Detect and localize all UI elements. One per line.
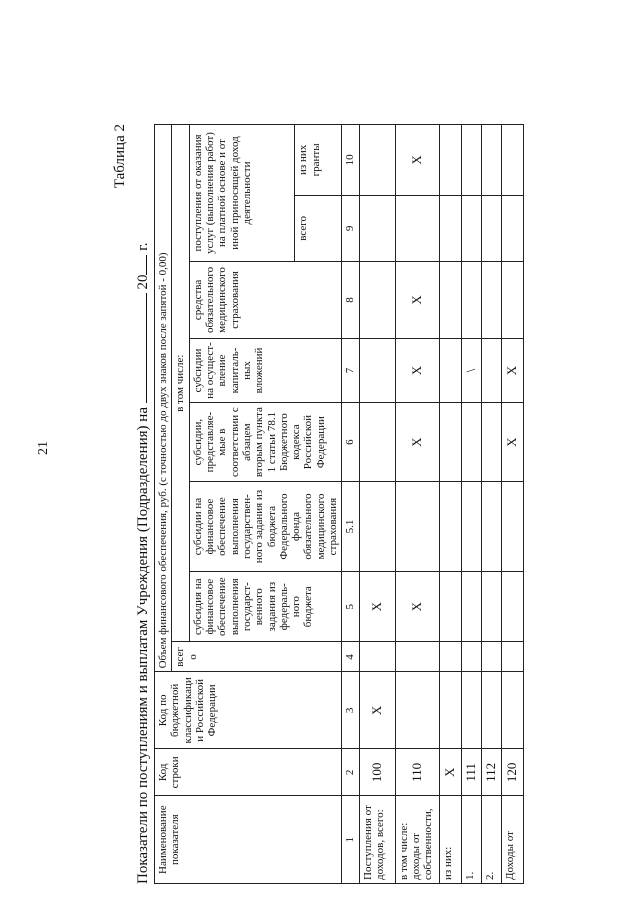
row-value-cell [359, 338, 395, 402]
row-value-cell [481, 195, 501, 261]
row-value-cell [501, 482, 523, 572]
row-value-cell: 110 [395, 749, 439, 796]
row-value-cell [461, 261, 481, 338]
row-value-cell [439, 571, 461, 642]
col-number: 8 [342, 261, 359, 338]
row-value-cell [395, 195, 439, 261]
data-rows [359, 125, 523, 884]
row-value-cell: X [395, 403, 439, 482]
row-name-cell: в том числе: доходы от собственности, [395, 796, 439, 884]
table-row [481, 125, 501, 884]
row-value-cell [439, 642, 461, 672]
row-value-cell [359, 482, 395, 572]
header-paid-total: всего [295, 195, 342, 261]
row-value-cell [439, 672, 461, 749]
header-oms: средства обязательного медицинского страхования [189, 261, 342, 338]
row-name-cell: Поступления от доходов, всего: [359, 796, 395, 884]
row-value-cell [461, 403, 481, 482]
header-total: всего [172, 642, 342, 672]
row-value-cell [481, 482, 501, 572]
row-name-cell: 1. [461, 796, 481, 884]
row-value-cell [501, 195, 523, 261]
row-value-cell: X [395, 125, 439, 196]
row-value-cell [395, 672, 439, 749]
year-prefix: 20 [135, 274, 151, 290]
row-value-cell [461, 571, 481, 642]
col-number: 6 [342, 403, 359, 482]
col-number: 10 [342, 125, 359, 196]
row-value-cell [359, 261, 395, 338]
header-kbk: Код по бюджетной классификации Российской Федерации [155, 672, 342, 749]
header-grants: из них гранты [295, 125, 342, 196]
col-number: 7 [342, 338, 359, 402]
row-value-cell [481, 642, 501, 672]
col-number: 5 [342, 571, 359, 642]
row-value-cell: X [501, 338, 523, 402]
row-value-cell [461, 195, 481, 261]
row-value-cell: X [359, 672, 395, 749]
row-value-cell: X [439, 749, 461, 796]
row-value-cell [359, 125, 395, 196]
row-value-cell [501, 672, 523, 749]
header-sub-ffoms: субсидии на финансовое обеспечение выполнения государствен-ного задания из бюджета Федерального фонда обязательного медицинского страхования [189, 482, 342, 572]
header-code: Код строки [155, 749, 342, 796]
row-value-cell [481, 672, 501, 749]
row-value-cell [439, 403, 461, 482]
col-number: 1 [342, 796, 359, 884]
row-value-cell [481, 125, 501, 196]
row-value-cell [461, 482, 481, 572]
table-row [461, 125, 481, 884]
row-value-cell: 111 [461, 749, 481, 796]
header-sub-781: субсидии, представляе-мые в соответствии с абзацем вторым пункта 1 статьи 78.1 Бюджетного кодекса Российской Федерации [189, 403, 342, 482]
rotated-page-content [112, 124, 622, 884]
year-blank [134, 255, 147, 275]
row-value-cell [481, 338, 501, 402]
col-number: 9 [342, 195, 359, 261]
row-value-cell [439, 482, 461, 572]
page-number: 21 [36, 441, 51, 455]
row-value-cell [359, 403, 395, 482]
row-name-cell: из них: [439, 796, 461, 884]
row-value-cell [461, 672, 481, 749]
row-name-cell: 2. [481, 796, 501, 884]
heading-text: Показатели по поступлениям и выплатам Учреждения (Подразделения) на [135, 407, 151, 884]
table-row [359, 125, 395, 884]
indicators-table [154, 124, 524, 884]
year-suffix: г. [135, 242, 151, 251]
column-numbers-row [342, 125, 359, 884]
row-value-cell: 120 [501, 749, 523, 796]
row-value-cell [461, 642, 481, 672]
table-label: Таблица 2 [112, 124, 128, 189]
table-row [501, 125, 523, 884]
header-paid: поступления от оказания услуг (выполнения работ) на платной основе и от иной приносящей доход деятельности [189, 125, 295, 262]
table-row [395, 125, 439, 884]
col-number: 5.1 [342, 482, 359, 572]
row-value-cell [501, 261, 523, 338]
row-value-cell [501, 125, 523, 196]
row-value-cell: 112 [481, 749, 501, 796]
row-value-cell: X [395, 338, 439, 402]
row-name-cell: Доходы от [501, 796, 523, 884]
header-in-that: в том числе: [172, 125, 189, 642]
header-name: Наименование показателя [155, 796, 342, 884]
col-number: 4 [342, 642, 359, 672]
row-value-cell [395, 482, 439, 572]
row-value-cell [481, 403, 501, 482]
row-value-cell [439, 125, 461, 196]
row-value-cell [439, 261, 461, 338]
row-value-cell: 100 [359, 749, 395, 796]
row-value-cell: X [359, 571, 395, 642]
header-volume: Объем финансового обеспечения, руб. (с точностью до двух знаков после запятой - 0,00) [155, 125, 172, 672]
table-row [439, 125, 461, 884]
header-sub-cap: субсидии на осущест-вление капиталь-ных вложений [189, 338, 342, 402]
row-value-cell [439, 338, 461, 402]
row-value-cell: X [395, 261, 439, 338]
row-value-cell [461, 125, 481, 196]
row-value-cell: X [501, 403, 523, 482]
date-blank [134, 293, 147, 403]
header-sub-fed: субсидия на финансовое обеспечение выполнения государст-венного задания из федераль-ного бюджета [189, 571, 342, 642]
row-value-cell [359, 642, 395, 672]
row-value-cell [359, 195, 395, 261]
row-value-cell [395, 642, 439, 672]
col-number: 3 [342, 672, 359, 749]
row-value-cell [501, 642, 523, 672]
col-number: 2 [342, 749, 359, 796]
row-value-cell [481, 571, 501, 642]
row-value-cell [501, 571, 523, 642]
row-value-cell [439, 195, 461, 261]
row-value-cell: \ [461, 338, 481, 402]
row-value-cell: X [395, 571, 439, 642]
table-heading [134, 154, 152, 884]
row-value-cell [481, 261, 501, 338]
